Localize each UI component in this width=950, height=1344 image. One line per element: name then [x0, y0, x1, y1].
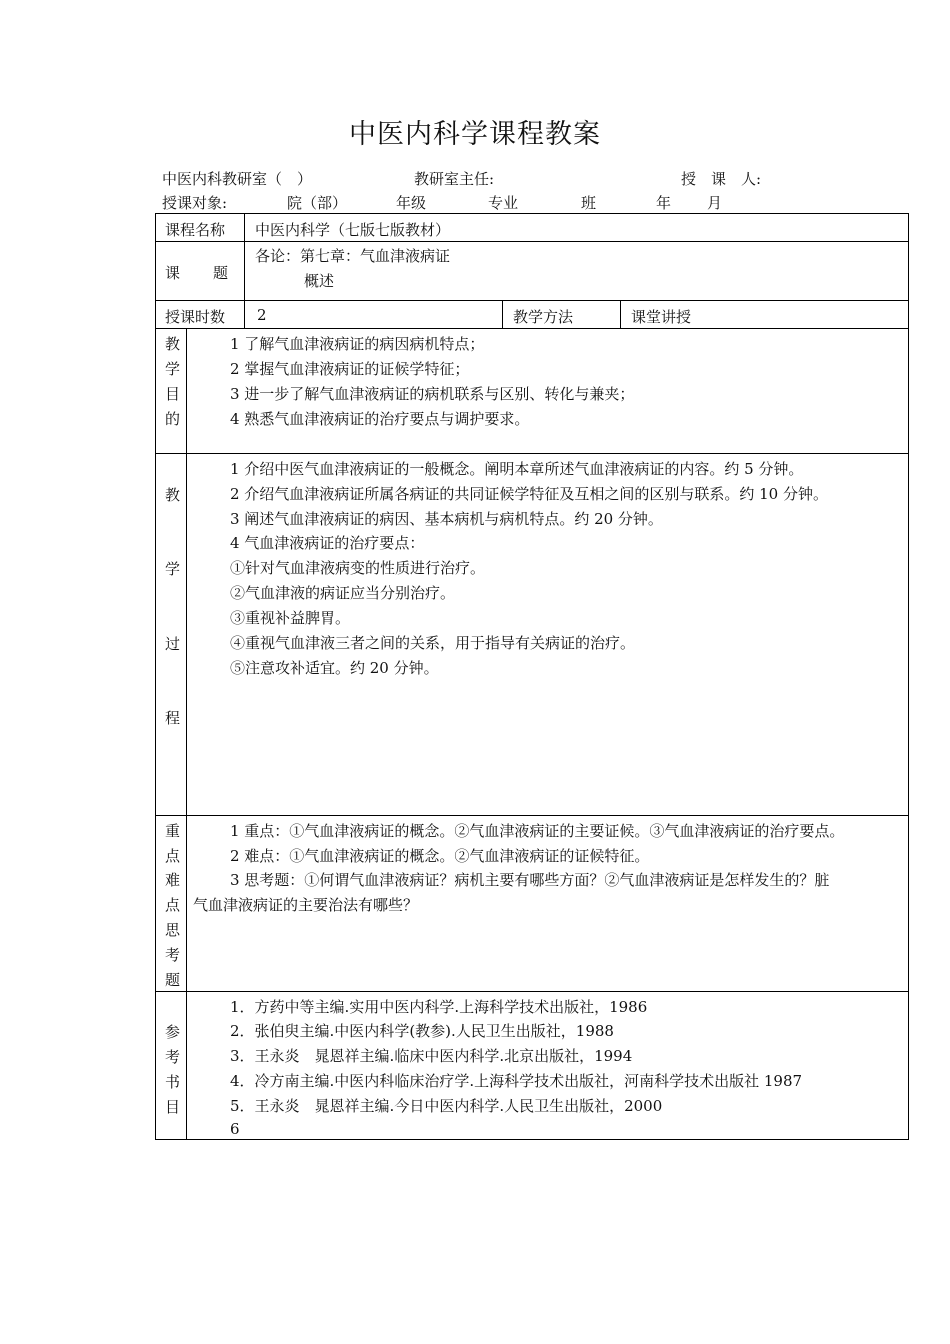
key-points-label-char: 难 — [165, 871, 181, 889]
key-points-label-char: 思 — [165, 921, 181, 939]
references-label-char: 考 — [165, 1048, 181, 1066]
process-label-char: 学 — [165, 560, 181, 578]
audience-field-year: 年 — [656, 194, 672, 212]
key-points-label-char: 点 — [165, 847, 181, 865]
course-name-label: 课程名称 — [165, 221, 226, 239]
key-points-label-char: 题 — [165, 971, 181, 989]
lecturer-label: 授 课 人: — [681, 170, 762, 188]
reference-item: 5．王永炎 晁恩祥主编.今日中医内科学.人民卫生出版社，2000 — [230, 1097, 663, 1115]
objective-item: 4 熟悉气血津液病证的治疗要点与调护要求。 — [230, 410, 530, 428]
topic-label: 课 题 — [165, 264, 230, 282]
hours-label: 授课时数 — [165, 308, 226, 326]
key-point-item: 3 思考题：①何谓气血津液病证？病机主要有哪些方面？②气血津液病证是怎样发生的？脏 — [230, 871, 830, 889]
key-points-label-char: 考 — [165, 946, 181, 964]
process-item: ⑤注意攻补适宜。约 20 分钟。 — [230, 659, 439, 677]
process-label-char: 过 — [165, 635, 181, 653]
course-name-value: 中医内科学（七版七版教材） — [255, 221, 451, 239]
audience-field-class: 班 — [581, 194, 597, 212]
objective-item: 1 了解气血津液病证的病因病机特点； — [230, 335, 485, 353]
process-item: 1 介绍中医气血津液病证的一般概念。阐明本章所述气血津液病证的内容。约 5 分钟。 — [230, 460, 804, 478]
objective-item: 2 掌握气血津液病证的证候学特征； — [230, 360, 470, 378]
process-item: 4 气血津液病证的治疗要点： — [230, 534, 425, 552]
process-item: 3 阐述气血津液病证的病因、基本病机与病机特点。约 20 分钟。 — [230, 510, 663, 528]
process-label-char: 程 — [165, 709, 181, 727]
process-item: ①针对气血津液病变的性质进行治疗。 — [230, 559, 486, 577]
objectives-label-char: 目 — [165, 385, 181, 403]
audience-label: 授课对象: — [162, 194, 228, 212]
references-label-char: 目 — [165, 1098, 181, 1116]
audience-field-grade: 年级 — [396, 194, 427, 212]
audience-field-college: 院（部） — [287, 194, 348, 212]
reference-item: 4．冷方南主编.中医内科临床治疗学.上海科学技术出版社，河南科学技术出版社 1987 — [230, 1072, 803, 1090]
process-item: ②气血津液的病证应当分别治疗。 — [230, 584, 456, 602]
dept-label: 中医内科教研室（ ） — [162, 170, 313, 188]
objectives-label-char: 的 — [165, 410, 181, 428]
reference-item: 6 — [230, 1120, 240, 1138]
process-label-char: 教 — [165, 486, 181, 504]
key-points-label-char: 点 — [165, 896, 181, 914]
process-item: ③重视补益脾胃。 — [230, 609, 351, 627]
key-point-item: 2 难点：①气血津液病证的概念。②气血津液病证的证候特征。 — [230, 847, 650, 865]
method-value: 课堂讲授 — [631, 308, 692, 326]
references-label-char: 参 — [165, 1023, 181, 1041]
page-title: 中医内科学课程教案 — [349, 119, 601, 150]
reference-item: 1．方药中等主编.实用中医内科学.上海科学技术出版社，1986 — [230, 998, 648, 1016]
key-point-item: 1 重点：①气血津液病证的概念。②气血津液病证的主要证候。③气血津液病证的治疗要点。 — [230, 822, 845, 840]
key-point-item: 气血津液病证的主要治法有哪些？ — [193, 896, 419, 914]
references-label-char: 书 — [165, 1073, 181, 1091]
audience-field-major: 专业 — [488, 194, 519, 212]
objectives-label-char: 学 — [165, 360, 181, 378]
director-label: 教研室主任: — [414, 170, 495, 188]
objective-item: 3 进一步了解气血津液病证的病机联系与区别、转化与兼夹； — [230, 385, 635, 403]
process-item: ④重视气血津液三者之间的关系，用于指导有关病证的治疗。 — [230, 634, 636, 652]
method-label: 教学方法 — [513, 308, 574, 326]
key-points-label-char: 重 — [165, 822, 181, 840]
hours-value: 2 — [257, 306, 267, 324]
objectives-label-char: 教 — [165, 335, 181, 353]
topic-line-2: 概述 — [304, 272, 335, 290]
process-item: 2 介绍气血津液病证所属各病证的共同证候学特征及互相之间的区别与联系。约 10 分钟。 — [230, 485, 828, 503]
audience-field-month: 月 — [707, 194, 723, 212]
reference-item: 3．王永炎 晁恩祥主编.临床中医内科学.北京出版社，1994 — [230, 1047, 633, 1065]
reference-item: 2．张伯臾主编.中医内科学(教参).人民卫生出版社，1988 — [230, 1022, 614, 1040]
topic-line-1: 各论：第七章：气血津液病证 — [255, 247, 451, 265]
